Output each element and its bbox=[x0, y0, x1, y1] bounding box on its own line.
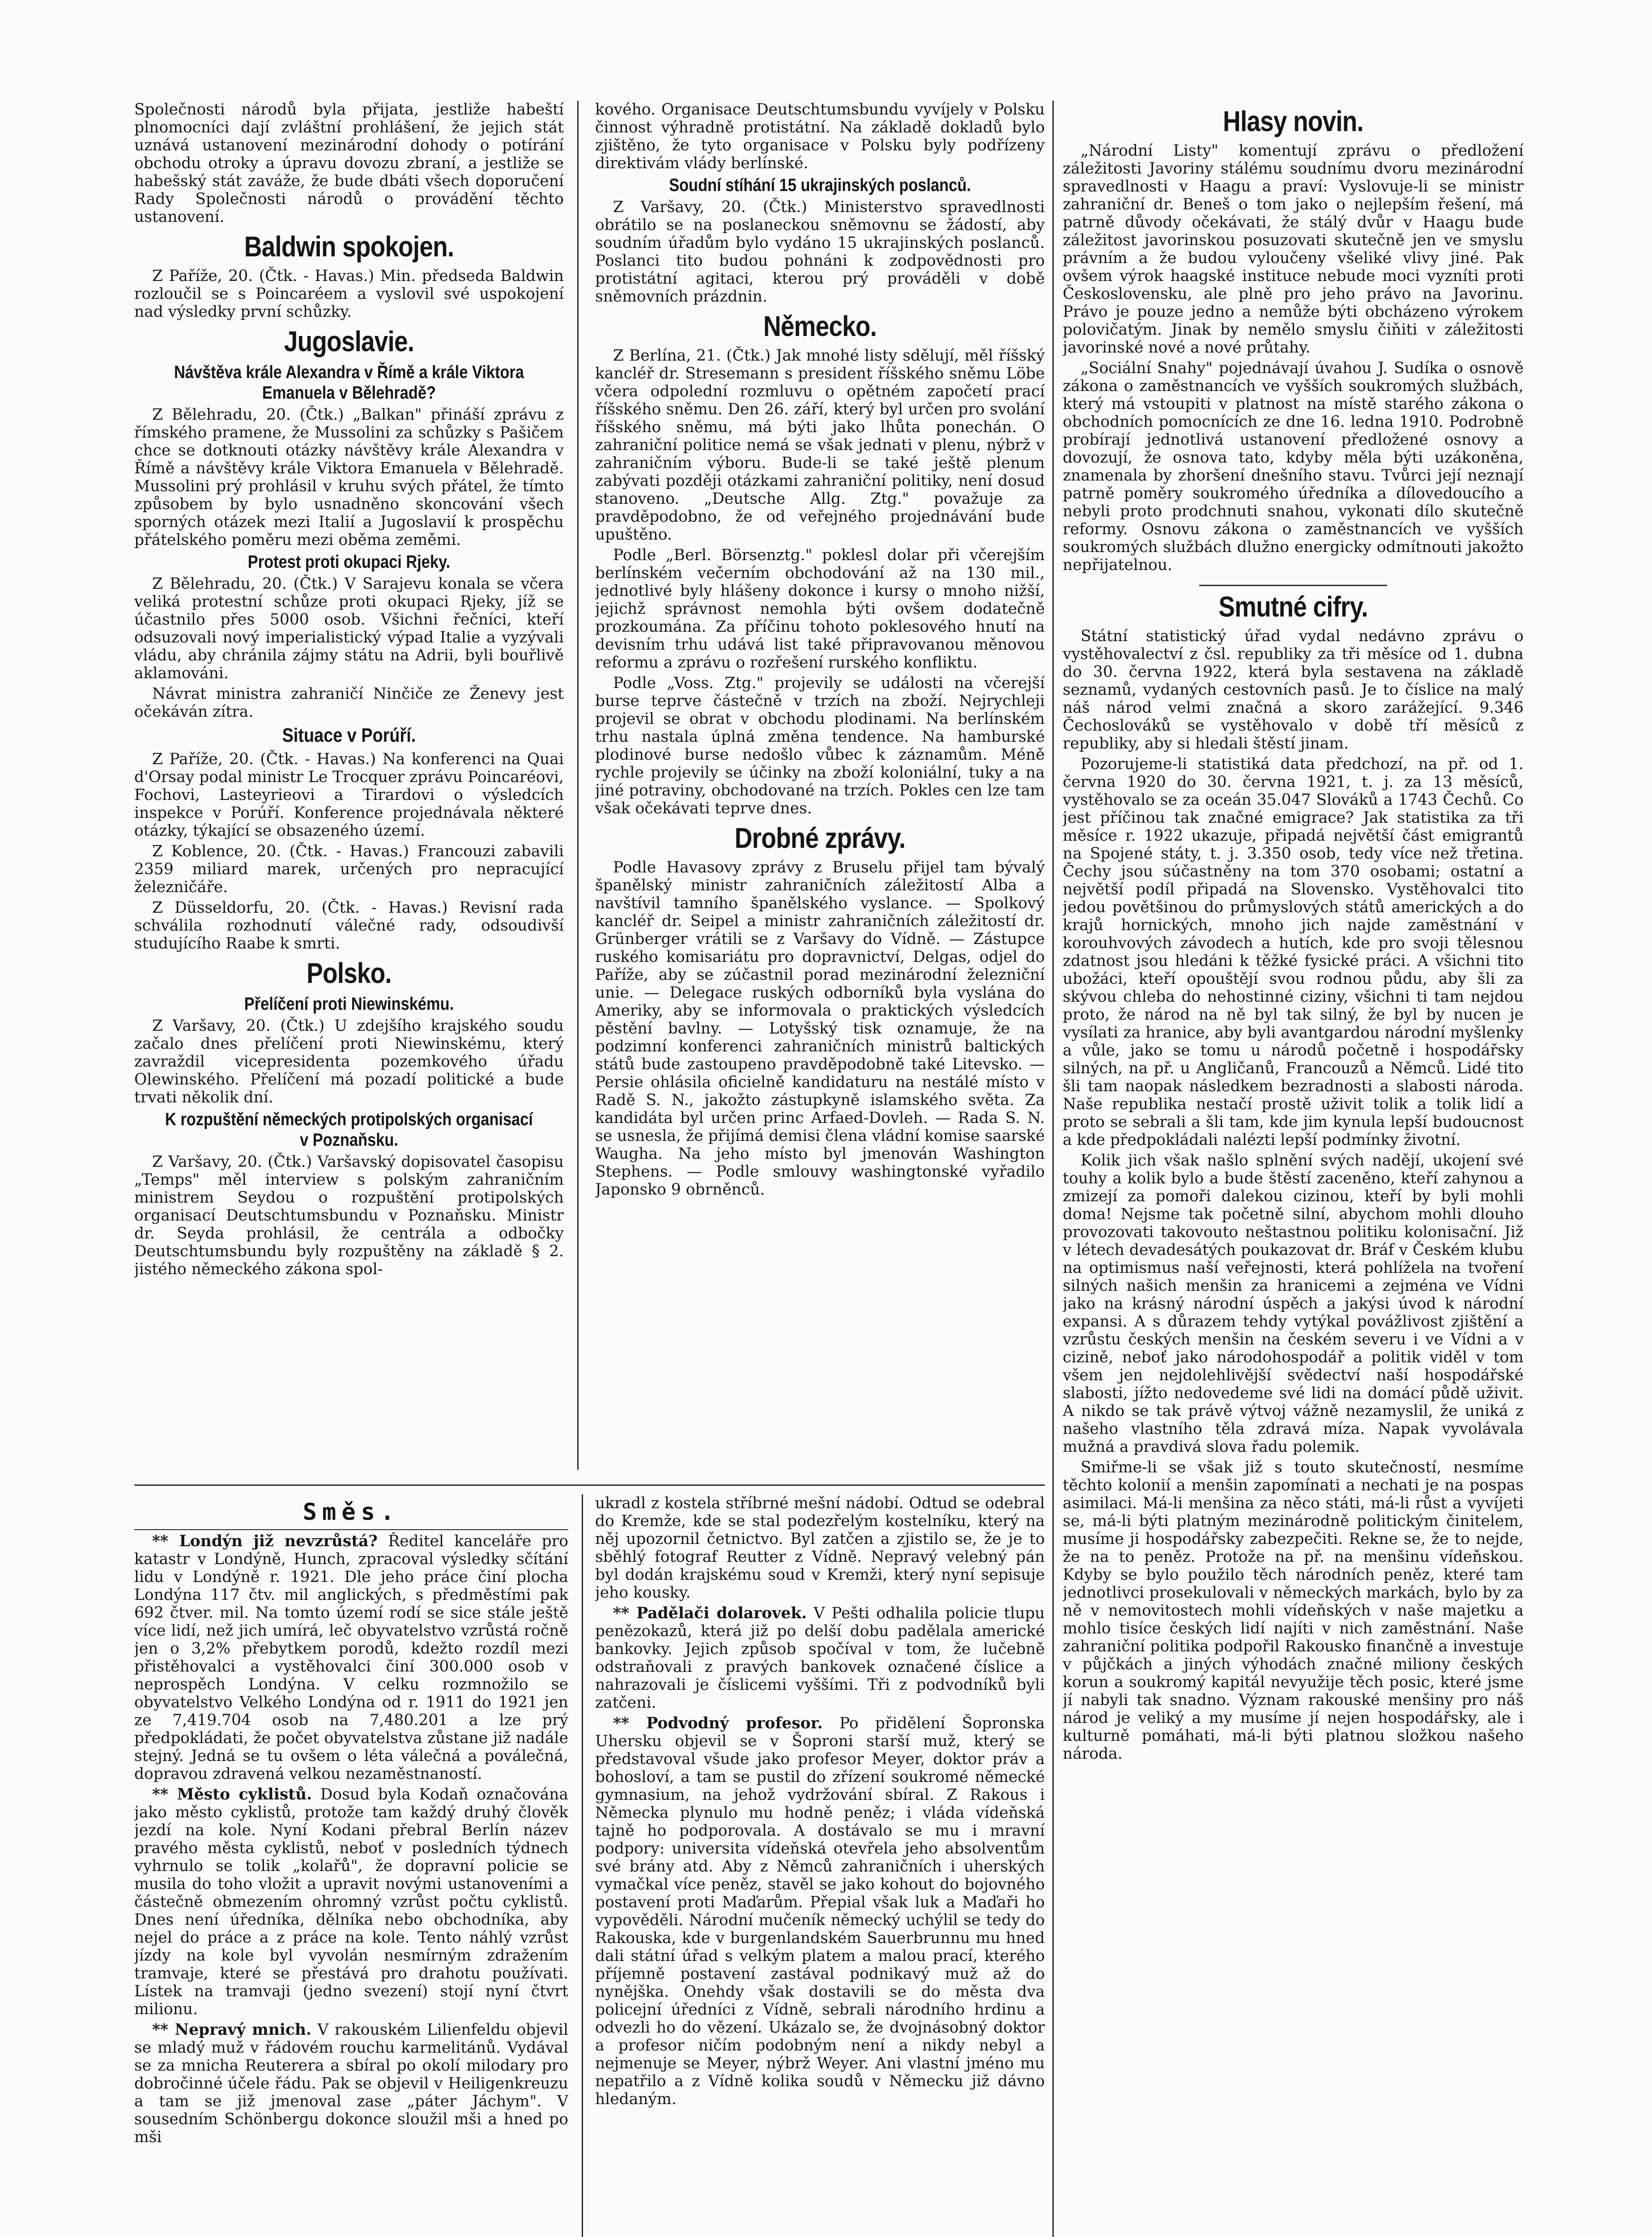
navsteva-heading: Návštěva krále Alexandra v Římě a krále Viktora Emanuela v Bělehradě? bbox=[174, 362, 524, 403]
hlasy-text-1: „Národní Listy" komentují zprávu o předložení záležitosti Javoriny stálému soudnímu dvoru mezinárodní spravedlnosti v Haagu a praví: Vyslovuje-li se ministr zahraniční dr. Beneš o tom jako o nejlepším řešení, má patrně důvody očekávati, že stálý dvůr v Haagu bude záležitost javorinskou posuzovati skutečně jen ve smyslu právním a že budou vyloučeny všeliké vlivy jiné. Pak ovšem výrok haagské instituce nebude moci vyzníti proti Československu, ale plně pro jeho právo na Javorinu. Právo je pouze jedno a nemůže býti obcházeno výrokem polovičatým. Jinak by nemělo smyslu čiňiti v záležitosti javorinské nové a nové průtahy. bbox=[1063, 142, 1524, 357]
hlasy-novin-heading: Hlasy novin. bbox=[1223, 105, 1363, 137]
profesor-text: Po přidělení Šopronska Uhersku objevil se v Šoproni starší muž, který se představoval všude jako profesor Meyer, doktor práv a bohosloví, a tam se pustil do zřízení soukromé německé gymnasium, na jehož vydržování sbíral. Z Rakous i Německa plynulo mu hodně peněz; i vláda vídeňská tajně ho podporovala. A dostávalo se mu i mravní podpory: universita vídeňská otevřela jeho absolventům své brány atd. Aby z Němců zahraničních i uherských vymačkal více peněz, stavěl se jako kohout do bojovného postavení proti Maďarům. Přepial však luk a Maďaři ho vypověděli. Národní mučeník německý uchýlil se tedy do Rakouska, kde v burgenlandském Sauerbrunnu mu hned dali státní úřad s velkým platem a malou prací, kterého příjemně postavení zastával podnikavý muž až do nynějška. Onehdy však dostavili se do města dva policejní úředníci z Vídně, sebrali národního hrdinu a odvezli ho do vězení. Ukázalo se, že dvojnásobný doktor a profesor ničím podobným není a nikdy nebyl a nejmenuje se Meyer, nýbrž Weyer. Ani vlastní jméno mu nepatřilo a z Vídně kolika soudů v Německu již dávno hledaným. bbox=[595, 1714, 1045, 2108]
preliceni-heading: Přelíčení proti Niewinskému. bbox=[244, 994, 454, 1014]
protest-heading: Protest proti okupaci Rjeky. bbox=[247, 552, 451, 572]
poruri-text: Z Paříže, 20. (Čtk. - Havas.) Na konferenci na Quai d'Orsay podal ministr Le Trocquer zprávu Poincaréovi, Fochovi, Lasteyrieovi a Tirardovi o výsledcích inspekce v Porúří. Konference projednávala některé otázky, týkající se obsazeného území. bbox=[134, 750, 564, 840]
navsteva-text: Z Bělehradu, 20. (Čtk.) „Balkan" přináší zprávu z římského pramene, že Mussolini za schůzky s Pašičem chce se dotknouti otázky návštěvy krále Alexandra v Římě a návštěvy krále Viktora Emanuela v Bělehradě. Mussolini prý prohlásil v kruhu svých přátel, že tímto způsobem by bylo usnadněno skoncování všech sporných otázek mezi Italií a Jugoslavií k prospěchu přátelského poměru mezi oběma zeměmi. bbox=[134, 406, 564, 549]
nemecko-heading: Německo. bbox=[763, 310, 877, 342]
soudni-stihani-heading: Soudní stíhání 15 ukrajinských poslanců. bbox=[669, 175, 971, 195]
column-divider-2 bbox=[1052, 101, 1054, 2237]
rozpusteni-text: Z Varšavy, 20. (Čtk.) Varšavský dopisovatel časopisu „Temps" měl interview s polským zahraničním ministrem Seydou o rozpuštění protipolských organisací Deutschtumsbundu v Poznaňsku. Ministr dr. Seyda prohlásil, že centrála a odbočky Deutschtumsbundu byly rozpuštěny na základě § 2. jistého německého zákona spol- bbox=[134, 1153, 564, 1278]
polsko-heading: Polsko. bbox=[307, 957, 392, 989]
baldwin-heading: Baldwin spokojen. bbox=[244, 230, 454, 263]
smutne-cifry-heading: Smutné cifry. bbox=[1218, 591, 1368, 623]
mnich-cont-text: ukradl z kostela stříbrné mešní nádobí. Odtud se odebral do Kremže, kde se stal podezřelým kostelníku, který na něj upozornil četnictvo. Byl zatčen a zjistilo se, že je to sběhlý fotograf Reutter z Vídně. Nepravý velebný pán byl dodán krajskému soud v Kremži, který nyní sepisuje jeho kousky. bbox=[595, 1494, 1045, 1602]
protest-text-2: Návrat ministra zahraničí Ninčiče ze Ženevy jest očekáván zítra. bbox=[134, 685, 564, 721]
column-1 bbox=[134, 101, 564, 1470]
smes-section bbox=[134, 1494, 1045, 2237]
column-3 bbox=[1063, 101, 1524, 2237]
dusseldorf-text: Z Düsseldorfu, 20. (Čtk. - Havas.) Revisní rada schválila rozhodnutí válečné rady, odsoudivší studujícího Raabe k smrti. bbox=[134, 899, 564, 953]
preliceni-text: Z Varšavy, 20. (Čtk.) U zdejšího krajského soudu začalo dnes přelíčení proti Niewinskému, který zavraždil vicepresidenta pozemkového úřadu Olewinského. Přelíčení má pozadí politické a bude trvati několik dní. bbox=[134, 1017, 564, 1106]
padelaci-heading: ** Padělači dolarovek. bbox=[613, 1604, 807, 1622]
londyn-text: Ředitel kanceláře pro katastr v Londýně, Hunch, zpracoval výsledky sčítání lidu v Londýně r. 1921. Dle jeho práce činí plocha Londýna 117 čtv. mil anglických, s předměstími pak 692 čtver. mil. Na tomto území rodí se sice stále ještě více lidí, než jich umírá, leč obyvatelstvo vzrůstá ročně jen o 3,2% přebytkem porodů, kdežto rozdíl mezi přistěhovalci a vystěhovalci činí 300.000 osob v neprospěch Londýna. V celku rozmnožilo se obyvatelstvo Velkého Londýna od r. 1911 do 1921 jen ze 7,419.704 osob na 7,480.201 a lze prý předpokládati, že počet obyvatelstva zůstane již nadále stejný. Jedná se tu ovšem o léta válečná a poválečná, dopravou zdravená velkou nezaměstnaností. bbox=[134, 1532, 568, 1783]
profesor-heading: ** Podvodný profesor. bbox=[613, 1714, 823, 1732]
smutne-text-3: Kolik jich však našlo splnění svých nadějí, ukojení své touhy a kolik bylo a bude štěstí zaceněno, kteří zahynou a zmizejí za pomoři dalekou cizinou, kteří by byli mohli doma! Nejsme tak početně silní, abychom mohli dlouho provozovati takovouto neštastnou politiku kolonisační. Již v létech devadesátých poukazovat dr. Bráf v Českém klubu na optimismus naší veřejnosti, která pohlížela na tvoření silných našich menšin za hranicemi a zejména ve Vídni jako na krásný národní úspěch a jakýsi úvod k národní expansi. A s důrazem tehdy vytýkal povážlivost zjištění a vzrůstu českých menšin na českém severu i ve Vídni a v cizině, neboť jako národohospodář a politik viděl v tom všem jen nejdolehlivější svědectví naší hospodářské slabosti, jížto nedovedeme své lidi na domácí půdě uživit. A nikdo se tak právě výtvoj vážně nezamyslil, že uniká z našeho vlastního těla zdravá míza. Napak vyvolávala mužná a pravdivá slova řadu polemik. bbox=[1063, 1152, 1524, 1456]
smutne-text-1: Státní statistický úřad vydal nedávno zprávu o vystěhovalectví z čsl. republiky za tři měsíce od 1. dubna do 30. června 1922, která byla sestavena na základě seznamů, vydaných cestovních pasů. Je to číslice na malý náš národ velmi značná a skoro zarážející. 9.346 Čechoslováků se vystěhovalo v době tří měsíců z republiky, aby si hledali štěstí jinam. bbox=[1063, 627, 1524, 753]
smes-title-rule bbox=[134, 1529, 568, 1530]
nemecko-text: Z Berlína, 21. (Čtk.) Jak mnohé listy sdělují, měl říšský kancléř dr. Stresemann s president říšského sněmu Löbe včera odpolední rozmluvu o opětném započetí prací říšského sněmu. Den 26. září, který byl určen pro svolání říšského sněmu, má býti jako lhůta ponechán. O zahraniční politice nemá se však jednati v plenu, nýbrž v zahraničním výboru. Bude-li se také ještě plenum zabývati později otázkami zahraniční politiky, není dosud stanoveno. „Deutsche Allg. Ztg." považuje za pravděpodobno, že od veřejného projednávání bude upuštěno. bbox=[595, 347, 1045, 544]
jugoslavie-heading: Jugoslavie. bbox=[284, 325, 414, 357]
cyklistu-text: Dosud byla Kodaň označována jako město cyklistů, protože tam každý druhý člověk jezdí na kole. Nyní Kodani přebral Berlín název pravého města cyklistů, neboť v posledních týdnech vyhrnulo se tolik „kolařů", že dopravní policie se musila do toho vložit a upravit novými ustanoveními a částečně obmezením ohromný vzrůst počtu cyklistů. Dnes není úředníka, dělníka nebo obchodníka, aby nejel do práce a z práce na kole. Tento náhlý vzrůst jízdy na kole byl vyvolán nesmírným zdražením tramvaje, které se přestává pro drahotu používati. Lístek na tramvaji (jedno svezení) stojí nyní čtvrt milionu. bbox=[134, 1786, 568, 2018]
koblenz-text: Z Koblence, 20. (Čtk. - Havas.) Francouzi zabavili 2359 miliard marek, určených pro nepracující železničáře. bbox=[134, 842, 564, 896]
cyklistu-heading: ** Město cyklistů. bbox=[152, 1786, 312, 1803]
habes-intro-text: Společnosti národů byla přijata, jestliže habeští plnomocníci dají zvláštní prohlášení, že jejich stát uznává ustanovení mezinárodní dohody o potírání obchodu otroky a úpravu dovozu zbraní, a jestliže se habešský stát zaváže, že bude dbáti všech doporučení Rady Společnosti národů o provádění těchto ustanovení. bbox=[134, 101, 564, 226]
hlasy-text-2: „Sociální Snahy" pojednávají úvahou J. Sudíka o osnově zákona o zaměstnancích ve vyšších soukromých službách, který má vstoupiti v platnost na místě starého zákona o obchodních pomocnících ze dne 16. ledna 1910. Podrobně probírají jednotlivá ustanovení předložené osnovy a dovozují, že osnova tato, kdyby měla býti uzákoněna, znamenala by zhoršení dnešního stavu. Tvůrci její neznají patrně poměry soukromého úředníka a dílovedoucího a nebyli proto prodchnuti snahou, vykonati dílo skutečně reformy. Osnovu zákona o zaměstnancích ve vyšších soukromých službách dlužno energicky odmítnouti jakožto nepřijatelnou. bbox=[1063, 359, 1524, 574]
londyn-heading: ** Londýn již nevzrůstá? bbox=[152, 1532, 378, 1550]
voss-text: Podle „Voss. Ztg." projevily se události na včerejší burse teprve částečně v trzích na zboží. Nejrychleji projevil se obrat v obchodu plodinami. Na berlínském trhu nastala úplná změna tendence. Na hamburské plodinové burse nedošlo vůbec k záznamům. Méně rychle projevily se účinky na zboží koloniální, tuky a na jiné potraviny, obchodované na trzích. Pokles cen lze tam však očekávati teprve dnes. bbox=[595, 674, 1045, 817]
smes-column-divider bbox=[582, 1494, 583, 2237]
column-2 bbox=[595, 101, 1045, 1470]
deutschtumsbund-cont-text: kového. Organisace Deutschtumsbundu vyvíjely v Polsku činnost výhradně protistátní. Na základě dokladů bylo zjištěno, že tyto organisace v Polsku byly podřízeny direktivám vlády berlínské. bbox=[595, 101, 1045, 172]
smes-left-column bbox=[134, 1532, 568, 2237]
borsen-text: Podle „Berl. Börsenztg." poklesl dolar při včerejším berlínském večerním obchodování až na 130 mil., jednotlivé byly hlášeny dokonce i kursy o mnoho nižší, jejichž správnost nemohla býti ovšem dodatečně prozkoumána. Za příčinu tohoto poklesového hnutí na devisním trhu udává list také připravovanou měnovou reformu a zprávu o rozřešení rurského konfliktu. bbox=[595, 546, 1045, 672]
section-rule bbox=[1199, 585, 1387, 586]
rozpusteni-heading: K rozpuštění německých protipolských organisací v Poznaňsku. bbox=[165, 1110, 533, 1150]
smes-right-column bbox=[595, 1494, 1045, 2237]
mnich-text: V rakouském Lilienfeldu objevil se mladý muž v řádovém rouchu karmelitánů. Vydával se za mnicha Reuterera a sbíral po okolí milodary pro dobročinné účele řádu. Pak se objevil v Heiligenkreuzu a tam se již jmenoval zase „páter Jáchym". V sousedním Schönbergu dokonce sloužil mši a hned po mši bbox=[134, 2021, 568, 2146]
soudni-stihani-text: Z Varšavy, 20. (Čtk.) Ministerstvo spravedlnosti obrátilo se na poslaneckou sněmovnu se žádostí, aby soudním úřadům bylo vydáno 15 ukrajinských poslanců. Poslanci tito budou pohnáni k zodpovědnosti pro protistátní agitaci, kterou prý prováděli v době sněmovních prázdnin. bbox=[595, 198, 1045, 306]
mnich-heading: ** Nepravý mnich. bbox=[152, 2021, 312, 2039]
protest-text: Z Bělehradu, 20. (Čtk.) V Sarajevu konala se včera veliká protestní schůze proti okupaci Rjeky, jíž se účastnilo přes 5000 osob. Všichni řečníci, kteří odsuzovali nový imperialistický výpad Italie a vyzývali vládu, aby chránila zájmy státu na Adrii, byli bouřlivě aklamováni. bbox=[134, 575, 564, 682]
drobne-zpravy-heading: Drobné zprávy. bbox=[734, 822, 906, 854]
column-divider-1 bbox=[577, 101, 579, 1470]
smes-top-rule bbox=[134, 1484, 1045, 1486]
drobne-zpravy-text: Podle Havasovy zprávy z Bruselu přijel tam bývalý španělský ministr zahraničních záležitostí Alba a navštívil tamního španělského vyslance. — Spolkový kancléř dr. Seipel a ministr zahraničních záležitostí dr. Grünberger vrátili se z Varšavy do Vídně. — Zástupce ruského komisariátu pro dopravnictví, Delgas, odjel do Paříže, aby se zúčastnil porad mezinárodní železniční unie. — Delegace ruských odborníků byla vyslána do Ameriky, aby se informovala o praktických výsledcích pěstění bavlny. — Lotyšský tisk oznamuje, že na podzimní konferenci zahraničních ministrů baltických států bude zastoupeno pravděpodobně také Litevsko. — Persie ohlásila oficielně kandidaturu na nestálé místo v Radě S. N., jakožto zástupkyně islamského světa. Za kandidáta byl určen princ Arfaed-Dovleh. — Rada S. N. se usnesla, že přijímá demisi člena vládní komise saarské Waugha. Na jeho místo byl jmenován Washington Stephens. — Podle smlouvy washingtonské vyřadilo Japonsko 9 obrněnců. bbox=[595, 859, 1045, 1199]
smutne-text-4: Smiřme-li se však již s touto skutečností, nesmíme těchto kolonií a menšin zapomínati a nechati je na pospas asimilaci. Má-li menšina za něco státi, má-li růst a vyvíjeti se, má-li býti platným mezinárodně politickým činitelem, musíme ji hospodářsky zabezpečiti. Rekne se, že to nejde, že na to peněz. Protože na př. na menšinu vídeňskou. Kdyby se bylo použilo těch národních peněz, které tam jednotlivci prosekulovali v německých markách, bylo by za ně v nemovitostech mohli vídeňských v naše majetku a mohlo tisíce českých lidí najíti v nich zaměstnání. Naše zahraniční politika podpořil Rakousko finančně a investuje v půjčkách a jiných výhodách značné miliony českých korun a soukromý kapitál nevyužije těch posic, které jsme jí nabyli tak snadno. Význam rakouské menšiny pro náš národ je veliký a my musíme jí nejen hospodářsky, ale i kulturně pomáhati, má-li býti platnou složkou našeho národa. bbox=[1063, 1459, 1524, 1763]
padelaci-text: V Pešti odhalila policie tlupu penězokazů, která již po delší dobu padělala americké bankovky. Jejich způsob spočíval v tom, že lučebně odstraňovali z pravých bankovek označené číslice a nahrazovali je číslicemi vyššími. Tři z podvodníků byli zatčeni. bbox=[595, 1604, 1045, 1712]
smutne-text-2: Pozorujeme-li statistiká data předchozí, na př. od 1. června 1920 do 30. června 1921, t. j. za 13 měsíců, vystěhovalo se za oceán 35.047 Slováků a 1743 Čechů. Co jest příčinou tak značné emigrace? Jak statistika za tři měsíce r. 1922 ukazuje, připadá největší část emigrantů na Spojené státy, t. j. 3.350 osob, tedy více než třetina. Čechy jsou súčastněny na tom 370 osobami; ostatní a největší podíl připadá na Slovensko. Vystěhovalci tito jedou povětšinou do průmyslových států amerických a do krajů hornických, mnoho jich najde zaměstnání v korouhvových závodech a hutích, kde pro svoji tělesnou zdatnost jsou hledáni k těžké fysické práci. A všichni tito ubožáci, kteří opouštějí svou rodnou půdu, aby šli za skývou chleba do nehostinné ciziny, všichni ti tam nejdou proto, že národ na ně byl tak silný, že byl by nucen je vysílati za hranice, aby byli avantgardou národní myšlenky a vůle, jako se tomu u národů početně i hospodářsky silných, na př. u Angličanů, Francouzů a Němců. Lidé tito šli tam naopak následkem bezradnosti a slabosti národa. Naše republika nestačí prostě uživit tolik a tolik lidí a proto se sebrali a šli tam, kde jim kynula lepší budoucnost a kde předpokládali nalézti lepší podmínky životní. bbox=[1063, 755, 1524, 1149]
poruri-heading: Situace v Porúří. bbox=[282, 724, 416, 746]
baldwin-text: Z Paříže, 20. (Čtk. - Havas.) Min. předseda Baldwin rozloučil se s Poincaréem a vyslovil své uspokojení nad výsledky první schůzky. bbox=[134, 267, 564, 321]
smes-heading: Směs. bbox=[302, 1499, 400, 1526]
